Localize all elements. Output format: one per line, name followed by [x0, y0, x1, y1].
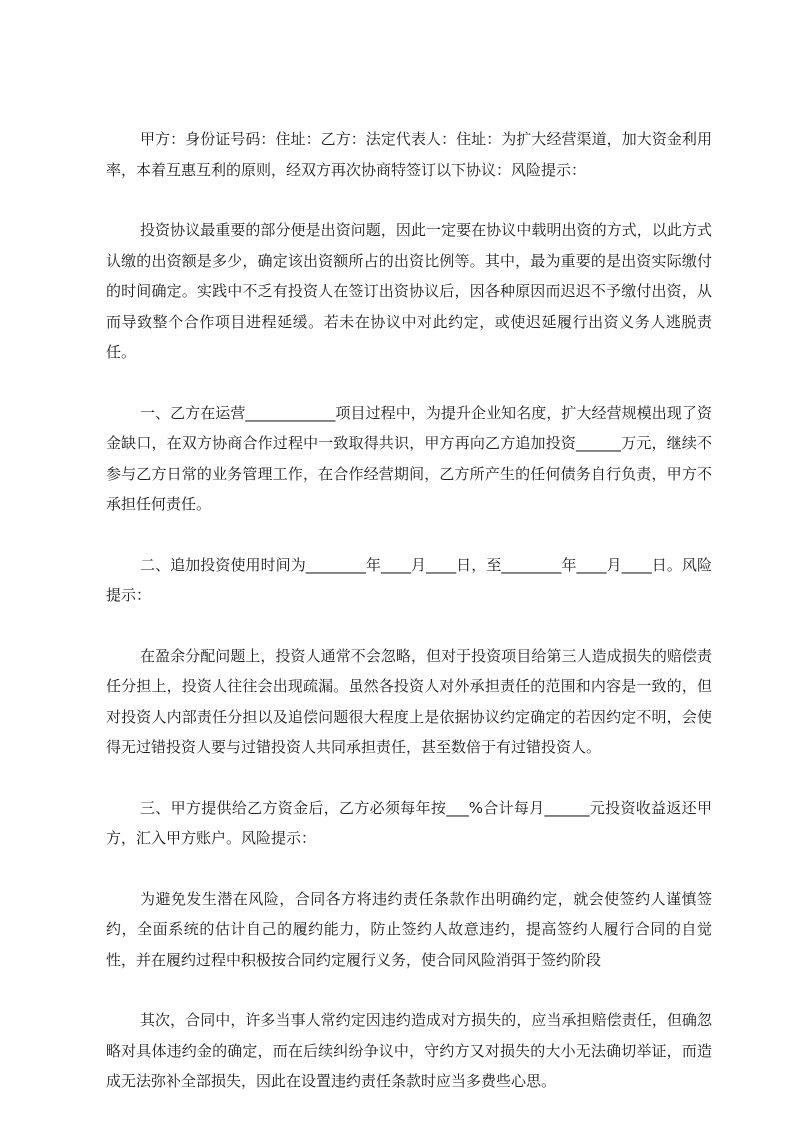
paragraph-risk-liability: 在盈余分配问题上，投资人通常不会忽略，但对于投资项目给第三人造成损失的赔偿责任分担上，投资人往往会出现疏漏。虽然各投资人对外承担责任的范围和内容是一致的，但对投资人内部责任分担以及追偿问题很大程度上是依据协议约定确定的若因约定不明，会使得无过错投资人要与过错投资人共同承担责任，甚至数倍于有过错投资人。: [106, 646, 712, 756]
document-body: [106, 124, 712, 1127]
paragraph-risk-breach: 为避免发生潜在风险，合同各方将违约责任条款作出明确约定，就会使签约人谨慎签约，全面系统的估计自己的履约能力，防止签约人故意违约，提高签约人履行合同的自觉性，并在履约过程中积极按合同约定履行义务，使合同风险消弭于签约阶段: [106, 889, 712, 969]
paragraph-clause-2: 二、追加投资使用时间为________年____月____日，至________年____月____日。风险提示：: [106, 555, 712, 604]
paragraph-clause-1: 一、乙方在运营____________项目过程中，为提升企业知名度，扩大经营规模出现了资金缺口，在双方协商合作过程中一致取得共识，甲方再向乙方追加投资______万元，继续不参与乙方日常的业务管理工作，在合作经营期间，乙方所产生的任何债务自行负责，甲方不承担任何责任。: [106, 403, 712, 513]
paragraph-secondly: 其次，合同中，许多当事人常约定因违约造成对方损失的，应当承担赔偿责任，但确忽略对具体违约金的确定，而在后续纠纷争议中，守约方又对损失的大小无法确切举证，而造成无法弥补全部损失，因此在设置违约责任条款时应当多费些心思。: [106, 1011, 712, 1090]
paragraph-risk-capital: 投资协议最重要的部分便是出资问题，因此一定要在协议中载明出资的方式，以此方式认缴的出资额是多少，确定该出资额所占的出资比例等。其中，最为重要的是出资实际缴付的时间确定。实践中不乏有投资人在签订出资协议后，因各种原因而迟迟不予缴付出资，从而导致整个合作项目进程延缓。若未在协议中对此约定，或使迟延履行出资义务人逃脱责任。: [106, 221, 712, 361]
paragraph-parties: 甲方：身份证号码：住址：乙方：法定代表人：住址：为扩大经营渠道，加大资金利用率，本着互惠互利的原则，经双方再次协商特签订以下协议：风险提示：: [106, 130, 712, 179]
paragraph-clause-3: 三、甲方提供给乙方资金后，乙方必须每年按___%合计每月______元投资收益返还甲方，汇入甲方账户。风险提示：: [106, 798, 712, 847]
